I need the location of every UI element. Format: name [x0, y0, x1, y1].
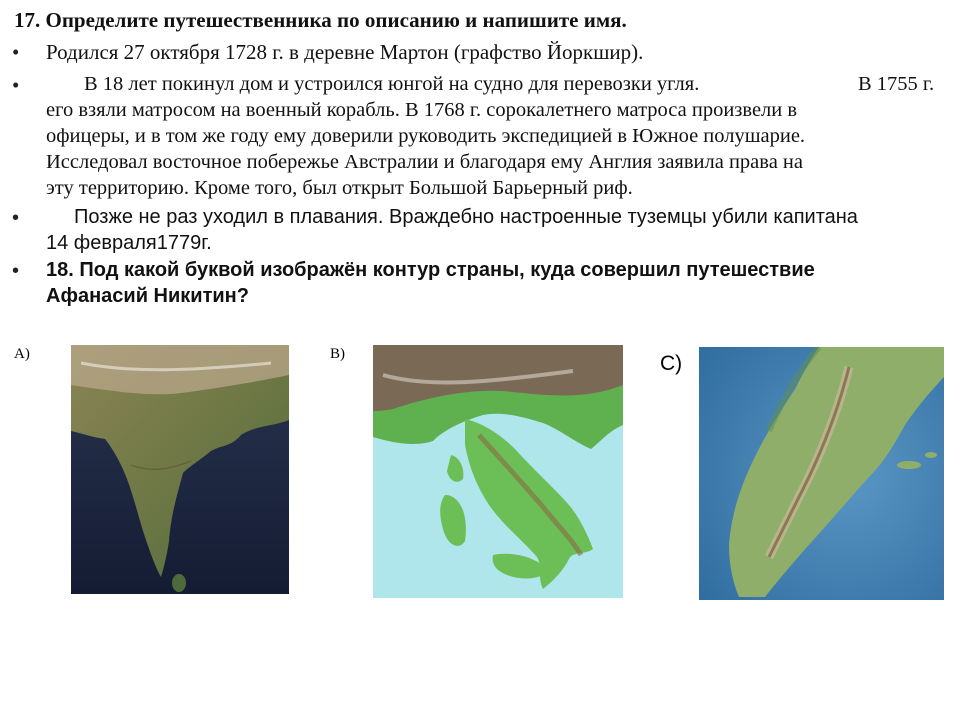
- q17-title-text: . Определите путешественника по описанию и напишите имя.: [35, 8, 627, 32]
- india-satellite-map-icon: [71, 345, 289, 594]
- q17-bullet2-tail: В 1755 г.: [858, 73, 935, 95]
- bullet-dot-icon: •: [12, 73, 20, 97]
- bullet-dot-icon: •: [12, 260, 20, 282]
- q17-number: 17: [14, 8, 35, 32]
- q17-bullet1: Родился 27 октября 1728 г. в деревне Мартон (графство Йоркшир).: [46, 40, 644, 64]
- italy-relief-map-icon: [373, 345, 623, 598]
- q18-title-line2: Афанасий Никитин?: [46, 285, 249, 307]
- q17-title: [14, 8, 627, 33]
- q18-title-line1: 18. Под какой буквой изображён контур страны, куда совершил путешествие: [46, 259, 815, 281]
- option-b-label: В): [330, 346, 345, 362]
- bullet-dot-icon: •: [12, 40, 20, 64]
- q17-bullet2-line3: офицеры, и в том же году ему доверили руководить экспедицией в Южное полушарие.: [46, 125, 806, 147]
- q17-bullet2-line1: В 18 лет покинул дом и устроился юнгой на судно для перевозки угля.: [84, 73, 700, 95]
- bullet-dot-icon: •: [12, 207, 20, 229]
- option-a-label: А): [14, 346, 30, 362]
- q17-bullet3-line1: Позже не раз уходил в плавания. Враждебно настроенные туземцы убили капитана: [74, 206, 858, 228]
- option-c-label: С): [660, 352, 683, 375]
- q17-bullet2-line4: Исследовал восточное побережье Австралии и благодаря ему Англия заявила права на: [46, 151, 803, 173]
- q17-bullet3-line2: 14 февраля1779г.: [46, 232, 212, 254]
- q17-bullet2-line5: эту территорию. Кроме того, был открыт Большой Барьерный риф.: [46, 177, 633, 199]
- kamchatka-relief-map-icon: [699, 347, 944, 600]
- q17-bullet2-line2: его взяли матросом на военный корабль. В 1768 г. сорокалетнего матроса произвели в: [46, 99, 798, 121]
